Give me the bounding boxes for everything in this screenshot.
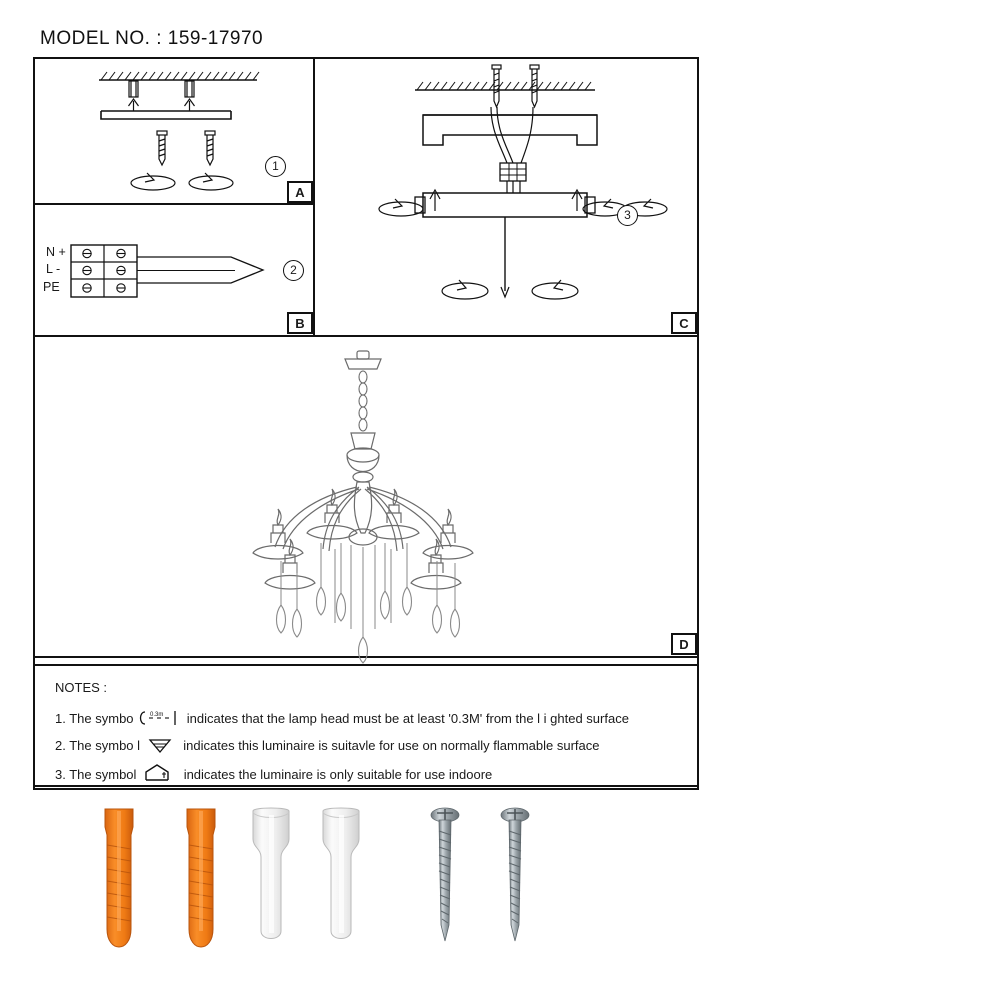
panel-tab-b: B: [287, 312, 313, 334]
notes-title: NOTES :: [55, 680, 108, 695]
wall-anchor-orange-2: [177, 805, 229, 955]
panel-c-graphic: [315, 59, 697, 335]
panel-d-graphic: [35, 337, 697, 656]
note-1-post-text: indicates that the lamp head must be at least '0.3M' from the l i ghted surface: [186, 711, 629, 726]
flammable-surface-triangle-icon: [144, 736, 180, 754]
panel-a-graphic: [35, 59, 313, 203]
step-number-1: 1: [265, 156, 286, 177]
step-number-3: 3: [617, 205, 638, 226]
wire-connector-white-2: [313, 805, 373, 955]
note-item-3: [55, 763, 492, 783]
screw-metal-2: [495, 805, 535, 955]
note-1-pre-text: The symbo: [69, 711, 134, 726]
note-1-number: 1.: [55, 711, 66, 726]
note-2-pre-text: The symbo l: [69, 738, 141, 753]
note-item-2: [55, 736, 599, 754]
note-3-post-text: indicates the luminaire is only suitable for use indoore: [183, 767, 493, 782]
note-2-post-text: indicates this luminaire is suitavle for use on normally flammable surface: [183, 738, 600, 753]
terminal-label-n: N +: [46, 245, 66, 259]
note-3-number: 3.: [55, 767, 66, 782]
panel-tab-c: C: [671, 312, 697, 334]
panel-tab-d: D: [671, 633, 697, 655]
min-distance-0.3m-icon: [137, 709, 183, 727]
notes-box: [33, 664, 699, 790]
step-number-2: 2: [283, 260, 304, 281]
page-title: MODEL NO. : 159-17970: [40, 28, 264, 49]
panel-tab-a: A: [287, 181, 313, 203]
wire-connector-white-1: [243, 805, 303, 955]
note-3-pre-text: The symbol: [69, 767, 137, 782]
indoor-use-house-icon: [140, 763, 180, 783]
panel-b-graphic: [35, 205, 313, 335]
note-item-1: [55, 709, 629, 727]
note-2-number: 2.: [55, 738, 66, 753]
wall-anchor-orange-1: [95, 805, 147, 955]
terminal-label-pe: PE: [43, 280, 60, 294]
terminal-label-l: L -: [46, 262, 61, 276]
svg-text:0.3m: 0.3m: [150, 712, 164, 718]
screw-metal-1: [425, 805, 465, 955]
hardware-parts-row: [95, 805, 565, 965]
